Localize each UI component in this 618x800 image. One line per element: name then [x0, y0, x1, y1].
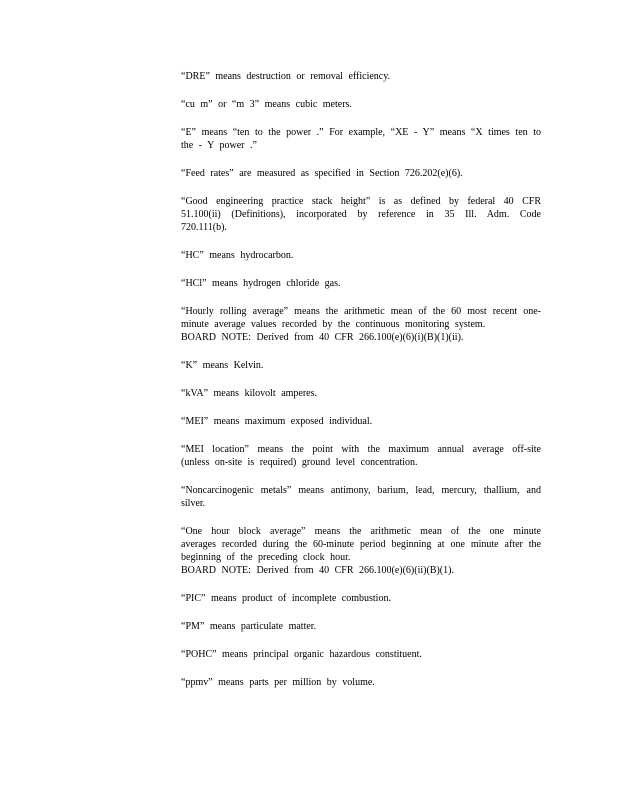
definition-hourly-rolling-average: “Hourly rolling average” means the arithmetic mean of the 60 most recent one-minute average values recorded by the continuous monitoring system. BOARD NOTE: Derived from 40 CFR 266.100(e)(6)(i)(B)(1)(ii).: [181, 306, 541, 343]
definition-mei-location: “MEI location” means the point with the maximum annual average off-site (unless on-site is required) ground level concentration.: [181, 444, 541, 468]
definition-pic: “PIC” means product of incomplete combustion.: [181, 593, 391, 604]
definition-dre: “DRE” means destruction or removal efficiency.: [181, 71, 391, 82]
definition-one-hour-block-average: “One hour block average” means the arithmetic mean of the one minute averages recorded during the 60-minute period beginning at one minute after the beginning of the preceding clock hour. BOARD NOTE: Derived from 40 CFR 266.100(e)(6)(ii)(B)(1).: [181, 526, 541, 576]
definitions-list: [181, 70, 541, 704]
definition-mei: “MEI” means maximum exposed individual.: [181, 416, 373, 427]
board-note: BOARD NOTE: Derived from 40 CFR 266.100(e)(6)(i)(B)(1)(ii).: [181, 332, 464, 343]
definition-hcl: “HCl” means hydrogen chloride gas.: [181, 278, 341, 289]
definition-pm: “PM” means particulate matter.: [181, 621, 317, 632]
definition-cu-m: “cu m” or “m 3” means cubic meters.: [181, 99, 352, 110]
definition-noncarcinogenic-metals: “Noncarcinogenic metals” means antimony, barium, lead, mercury, thallium, and silver.: [181, 485, 541, 509]
board-note: BOARD NOTE: Derived from 40 CFR 266.100(e)(6)(ii)(B)(1).: [181, 565, 454, 576]
definition-kva: “kVA” means kilovolt amperes.: [181, 388, 318, 399]
definition-k: “K” means Kelvin.: [181, 360, 264, 371]
definition-ppmv: “ppmv” means parts per million by volume.: [181, 677, 375, 688]
definition-e: “E” means “ten to the power .” For example, “XE - Y” means “X times ten to the - Y power .”: [181, 127, 541, 151]
definition-good-engineering-practice: “Good engineering practice stack height” is as defined by federal 40 CFR 51.100(ii) (Definitions), incorporated by reference in 35 Ill. Adm. Code 720.111(b).: [181, 196, 541, 233]
definition-pohc: “POHC” means principal organic hazardous constituent.: [181, 649, 422, 660]
definition-hc: “HC” means hydrocarbon.: [181, 250, 294, 261]
definition-feed-rates: “Feed rates” are measured as specified in Section 726.202(e)(6).: [181, 168, 463, 179]
